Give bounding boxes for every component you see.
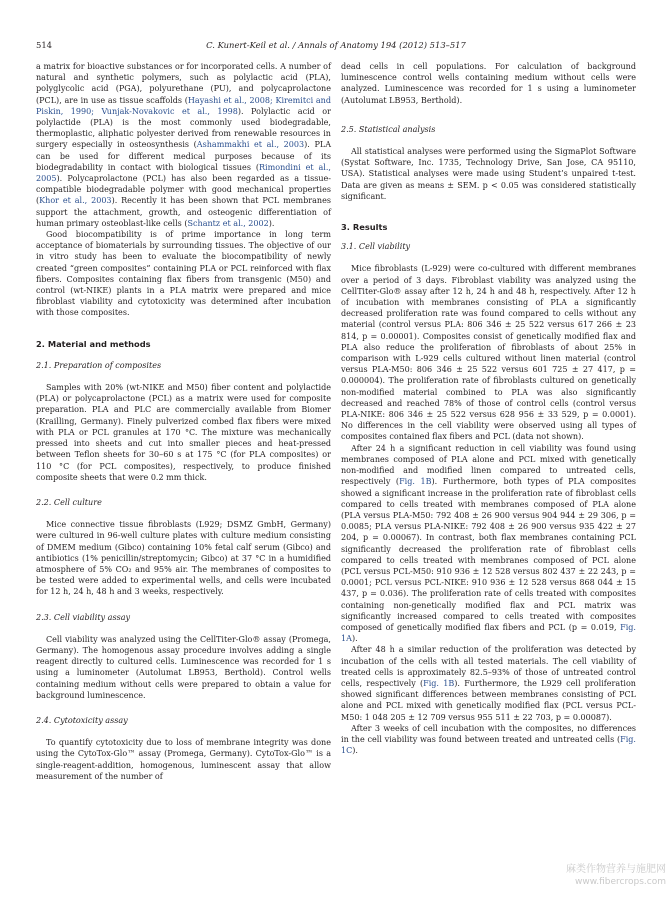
paragraph-3-1-d: After 3 weeks of cell incubation with the composites, no differences in the cell viability was found between treated and untreated cells (Fig. 1C). <box>341 723 636 756</box>
subsection-heading-2-2: 2.2. Cell culture <box>36 497 102 507</box>
paragraph-3-1-c: After 48 h a similar reduction of the proliferation was detected by incubation of the cells with all tested materials. The cell viability of treated cells is approximately 82.5–93% of those of untreated control cells, respectively (Fig. 1B). Furthermore, the L929 cell proliferation showed significant differences between membranes consisting of PCL alone and PCL mixed with genetically modified flax (PCL versus PCL-M50: 1 048 205 ± 12 709 versus 955 511 ± 22 703, p = 0.00087). <box>341 645 636 722</box>
running-title: C. Kunert-Keil et al. / Annals of Anatomy 194 (2012) 513–517 <box>206 40 466 50</box>
page-number: 514 <box>36 40 52 50</box>
citation-link[interactable]: Rimondini et al., 2005 <box>36 162 331 184</box>
page-header <box>36 40 636 54</box>
right-column <box>341 61 636 756</box>
paragraph-2-4: To quantify cytotoxicity due to loss of membrane integrity was done using the CytoTox-Glo™ assay (Promega, Germany). CytoTox-Glo™ is a single-reagent-addition, homogenous, luminescent assay that allow measurement of the number of <box>36 738 331 781</box>
section-heading-methods: 2. Material and methods <box>36 338 151 349</box>
paragraph-2-2: Mice connective tissue fibroblasts (L929; DSMZ GmbH, Germany) were cultured in 96-well culture plates with culture medium consisting of DMEM medium (Gibco) containing 10% fetal calf serum (Gibco) and antibiotics (1% penicillin/streptomycin; Gibco) at 37 °C in a humidified atmosphere of 5% CO₂ and 95% air. The membranes of composites to be tested were added to experimental wells, and cells were incubated for 12 h, 24 h, 48 h and 3 weeks, respectively. <box>36 520 331 597</box>
watermark <box>566 863 666 889</box>
paragraph-2-3: Cell viability was analyzed using the CellTiter-Glo® assay (Promega, Germany). The homogenous assay procedure involves adding a single reagent directly to cultured cells. Luminescence was recorded for 1 s using a luminometer (Autolumat LB953, Berthold). Control wells containing medium without cells were prepared to obtain a value for background luminescence. <box>36 634 331 700</box>
paragraph-3-1-a: Mice fibroblasts (L-929) were co-cultured with different membranes over a period of 3 days. Fibroblast viability was analyzed using the CellTiter-Glo® assay after 12 h, 24 h and 48 h, respectively. After 12 h of incubation with membranes consisting of PLA a significantly decreased proliferation rate was found compared to cells without any material (control versus PLA: 806 346 ± 25 522 versus 617 266 ± 23 814, p = 0.00001). Composites consist of genetically modified flax and PLA also reduce the proliferation of fibroblasts of about 25% in comparison with L-929 cells cultured without linen material (control versus PLA-M50: 806 346 ± 25 522 versus 601 725 ± 27 417, p = 0.000004). The proliferation rate of fibroblasts cultured on genetically non-modified material combined to PLA was also significantly decreased and reached 78% of those of control cells (control versus PLA-NIKE: 806 346 ± 25 522 versus 628 956 ± 33 529, p = 0.0001). No differences in the cell viability were observed using all types of composites contained flax fibers and PCL (data not shown). <box>341 264 636 442</box>
watermark-url: www.fibercrops.com <box>575 877 666 887</box>
subsection-heading-3-1: 3.1. Cell viability <box>341 242 411 252</box>
citation-link[interactable]: Ashammakhi et al., 2003 <box>196 140 305 150</box>
left-column <box>36 61 331 782</box>
figure-link[interactable]: Fig. 1C <box>341 734 636 756</box>
intro-paragraph-1: a matrix for bioactive substances or for incorporated cells. A number of natural and synthetic polymers, such as polylactic acid (PLA), polyglycolic acid (PGA), polyurethane (PU), and polycaprolactone (PCL), are in use as tissue scaffolds (Hayashi et al., 2008; Kiremitci and Piskin, 1990; Vunjak-Novakovic et al., 1998). Polylactic acid or polylactide (PLA) is the most commonly used biodegradable, thermoplastic, aliphatic polyester derived from renewable resources in surgery especially in osteosynthesis (Ashammakhi et al., 2003). PLA can be used for different medical purposes because of its biodegradability in contact with biological tissues (Rimondini et al., 2005). Polycaprolactone (PCL) has also been regarded as a tissue-compatible biodegradable polymer with good mechanical properties (Khor et al., 2003). Recently it has been shown that PCL membranes support the attachment, growth, and osteogenic differentiation of human primary osteoblast-like cells (Schantz et al., 2002). <box>36 62 332 228</box>
paragraph-2-4-continued: dead cells in cell populations. For calculation of background luminescence control wells containing medium without cells were analyzed. Luminescence was recorded for 1 s using a luminometer (Autolumat LB953, Berthold). <box>341 62 636 105</box>
citation-link[interactable]: Khor et al., 2003 <box>39 196 112 206</box>
intro-paragraph-2: Good biocompatibility is of prime importance in long term acceptance of biomaterials by surrounding tissues. The objective of our in vitro study has been to evaluate the biocompatibility of newly created “green composites” containing PLA or PCL reinforced with flax fibers. Composites containing flax fibers from transgenic (M50) and control (wt-NIKE) plants in a PLA matrix were prepared and mice fibroblast viability and cytotoxicity was determined after incubation with those composites. <box>36 230 331 318</box>
citation-link[interactable]: Schantz et al., 2002 <box>187 218 269 228</box>
paragraph-2-5: All statistical analyses were performed using the SigmaPlot Software (Systat Software, Inc. 1735, Technology Drive, San Jose, CA 95110, USA). Statistical analyses were made using Student’s unpaired t-test. Data are given as means ± SEM. p < 0.05 was considered statistically significant. <box>341 147 636 201</box>
subsection-heading-2-5: 2.5. Statistical analysis <box>341 124 436 134</box>
section-heading-results: 3. Results <box>341 222 388 233</box>
subsection-heading-2-4: 2.4. Cytotoxicity assay <box>36 715 128 725</box>
watermark-title: 麻类作物营养与施肥网 <box>566 864 666 875</box>
paragraph-2-1: Samples with 20% (wt-NIKE and M50) fiber content and polylactide (PLA) or polycaprolactone (PCL) as a matrix were used for composite preparation. PLA and PLC are commercially available from Biomer (Krailling, Germany). Finely pulverized combed flax fibers were mixed with PLA or PCL granules at 170 °C. The mixture was mechanically pressed into sheets and cut into smaller pieces and heat-pressed between Teflon sheets for 30–60 s at 175 °C (for PLA composites) or 110 °C (for PCL composites), respectively, to produce finished composite sheets that were 0.2 mm thick. <box>36 383 331 482</box>
paragraph-3-1-b: After 24 h a significant reduction in cell viability was found using membranes composed of PLA alone and PCL mixed with genetically non-modified and modified linen compared to untreated cells, respectively (Fig. 1B). Furthermore, both types of PLA composites showed a significant increase in the proliferation rate of fibroblast cells compared to cells treated with membranes composed of PLA alone (PLA versus PLA-M50: 792 408 ± 26 900 versus 904 944 ± 29 306, p = 0.0085; PLA versus PLA-NIKE: 792 408 ± 26 900 versus 935 422 ± 27 204, p = 0.00067). In contrast, both flax membranes containing PCL significantly decreased the proliferation rate of fibroblast cells compared to cells treated with membranes composed of PCL alone (PCL versus PCL-M50: 910 936 ± 12 528 versus 802 437 ± 22 243, p = 0.0001; PCL versus PCL-NIKE: 910 936 ± 12 528 versus 868 044 ± 15 437, p = 0.036). The proliferation rate of cells treated with composites containing non-genetically modified flax and PCL matrix was significantly increased compared to cells treated with composites composed of genetically modified flax fibers and PCL (p = 0.019, Fig. 1A). <box>341 443 636 644</box>
subsection-heading-2-1: 2.1. Preparation of composites <box>36 360 162 370</box>
figure-link[interactable]: Fig. 1B <box>423 678 455 688</box>
citation-link[interactable]: Hayashi et al., 2008; Kiremitci and Piskin, 1990; Vunjak-Novakovic et al., 1998 <box>36 95 331 116</box>
subsection-heading-2-3: 2.3. Cell viability assay <box>36 612 131 622</box>
figure-link[interactable]: Fig. 1B <box>399 477 432 487</box>
figure-link[interactable]: Fig. 1A <box>341 622 636 644</box>
